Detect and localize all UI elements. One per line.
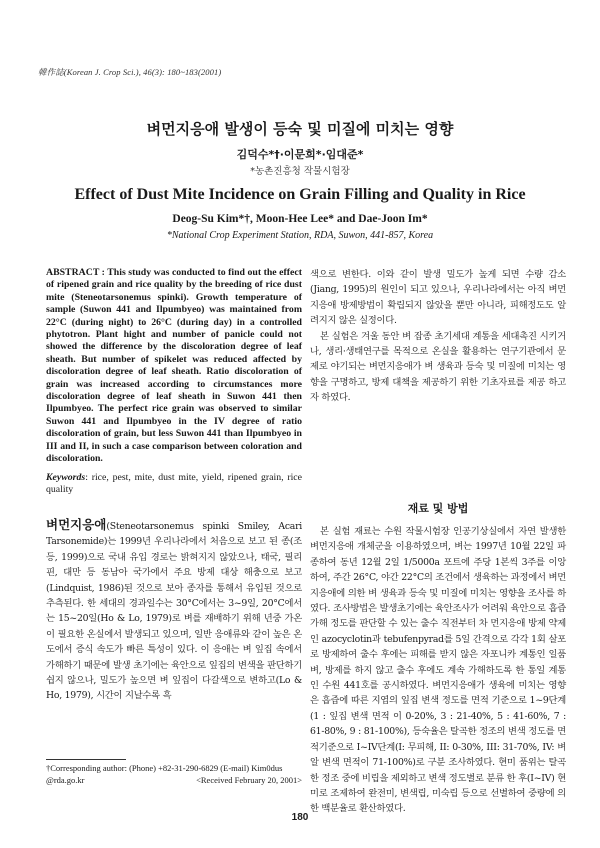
abstract-text: ABSTRACT : This study was conducted to find out the effect of ripened grain and rice quality by the breeding of rice dust mite (Steneotarsonemus spinki). Growth temperature of sample (Suwon 441 and Ilpumbyeo) was maintained from 22°C (during night) to 26°C (during day) in a controlled phytotron. Plant hight and number of panicle could not showed the difference by the discoloration degree of leaf sheath. But number of spikelet was reduced affected by discoloration degree of leaf sheath. Ratio discoloration of grain was increased according to circumstances more discoloration degree of leaf sheath in Suwon 441 then Ilpumbyeo. The perfect rice grain was observed to similar Suwon 441 and Ilpumbyeo in the IV degree of ratio discoloration of grain, but less Suwon 441 than Ilpumbyeo in III and II, in such a case comparison between coloration and discoloration. xyxy=(46,267,302,465)
journal-citation: 韓作誌(Korean J. Crop Sci.), 46(3): 180~183(2001) xyxy=(38,67,222,77)
footnote xyxy=(46,762,302,786)
english-title: Effect of Dust Mite Incidence on Grain Filling and Quality in Rice xyxy=(74,186,526,203)
footnote-divider xyxy=(46,759,126,760)
intro-right-paragraph-1: 색으로 변한다. 이와 같이 발생 밀도가 높게 되면 수량 감소(Jiang, 1995)의 원인이 되고 있으나, 우리나라에서는 아직 벼먼지응애 방제방법이 확립되지 않았을 뿐만 아니라, 피해정도도 알려지지 않은 실정이다. xyxy=(310,269,566,327)
english-authors: Deog-Su Kim*†, Moon-Hee Lee* and Dae-Joon Im* xyxy=(172,213,428,225)
methods-section xyxy=(310,524,566,817)
keywords-label: Keywords xyxy=(46,472,86,483)
methods-text: 본 실험 재료는 수원 작물시험장 인공기상실에서 자연 발생한 벼먼지응애 개체군을 이용하였으며, 벼는 1997년 10월 22일 파종하여 동년 12월 2일 1/5000a 포트에 주당 1본씩 3주를 이앙 하여, 주간 26°C, 야간 22°C의 조건에서 생육하는 과정에서 벼먼지응애에 의한 벼 생육과 등숙 및 미질에 미치는 영향을 조사를 하였다. 조사방법은 발생초기에는 육안조사가 어려워 육안으로 흡즙가해 정도를 판단할 수 있는 출수 직전부터 차 먼지응애 방제 약제인 azocyclotin과 tebufenpyrad를 5일 간격으로 각각 1회 살포로 방제하여 출수 후에는 피해를 받지 않은 자포니카 계통인 일품벼, 방제를 하지 않고 출수 후에도 계속 가해하도록 한 통일 계통인 수원 441호를 공시하였다. 벼먼지응애가 생육에 미치는 영향은 흡즙에 따른 지엽의 잎집 변색 정도를 면적 기준으로 1~9단계(1 : 잎집 변색 면적 이 0-20%, 3 : 21-40%, 5 : 41-60%, 7 : 61-80%, 9 : 81-100%), 등숙율은 탈곡한 정조의 변색 정도를 면적기준으로 I~IV단계(I: 무피해, II: 0-30%, III: 31-70%, IV: 벼알 변색 면적이 71-100%)로 구분 조사하였다. 현미 품위는 탈곡한 정조 중에 비립을 제외하고 변색 정도별로 분류 한 후(I~IV) 현미로 조제하여 완전미, 변색립, 미숙립 등으로 선별하여 중량에 의한 백분율로 환산하였다. xyxy=(310,526,566,815)
english-affiliation: *National Crop Experiment Station, RDA, Suwon, 441-857, Korea xyxy=(166,230,434,241)
abstract xyxy=(46,267,302,466)
intro-lead-term: 벼먼지응애 xyxy=(46,517,107,532)
footnote-contact: †Corresponding author: (Phone) +82-31-290-6829 (E-mail) Kim0dus xyxy=(46,763,283,773)
keywords-block xyxy=(46,472,302,497)
keywords-list: : rice, pest, mite, dust mite, yield, ripened grain, rice quality xyxy=(46,472,302,496)
introduction-left xyxy=(46,517,302,704)
footnote-email: @rda.go.kr xyxy=(46,775,85,785)
footnote-received: <Received February 20, 2001> xyxy=(196,775,302,785)
korean-authors: 김덕수*†·이문희*·임대준* xyxy=(236,148,364,161)
introduction-right xyxy=(310,267,566,406)
methods-heading: 재료 및 방법 xyxy=(407,502,469,515)
korean-title: 벼먼지응애 발생이 등숙 및 미질에 미치는 영향 xyxy=(146,120,454,138)
page-number: 180 xyxy=(291,812,309,823)
intro-right-paragraph-2: 본 실험은 겨울 동안 벼 잡종 초기세대 계통을 세대촉진 시키거나, 생리·생태연구를 목적으로 온실을 활용하는 연구기관에서 문제로 야기되는 벼먼지응애가 벼 생육과 등숙 및 미질에 미치는 영향을 구명하고, 방제 대책을 제공하기 위한 기초자료를 제공 하고자 하였다. xyxy=(310,330,566,404)
intro-left-text: (Steneotarsonemus spinki Smiley, Acari Tarsonemide)는 1999년 우리나라에서 처음으로 보고 된 종(조 등, 1999)으로 국내 유입 경로는 밝혀지지 않았으나, 태국, 필리핀, 대만 등 동남아 국가에서 주요 방제 대상 해충으로 보고(Lindquist, 1986)된 것으로 보아 종자를 통해서 유입된 것으로 추측된다. 한 세대의 경과일수는 30°C에서는 3~9일, 20°C에서는 15~20일(Ho & Lo, 1979)로 벼를 재배하기 위해 년중 가온이 필요한 온실에서 발생되고 있으며, 일반 응애류와 같이 높은 온도에서 증식 속도가 빠른 특성이 있다. 이 응애는 벼 잎집 속에서 가해하기 때문에 발생 초기에는 육안으로 잎집의 변색을 판단하기 쉽지 않으나, 밀도가 높으면 벼 잎집이 다갈색으로 변하고(Lo & Ho, 1979), 시간이 지날수록 흑 xyxy=(46,521,302,702)
korean-affiliation: *농촌진흥청 작물시험장 xyxy=(250,166,350,177)
